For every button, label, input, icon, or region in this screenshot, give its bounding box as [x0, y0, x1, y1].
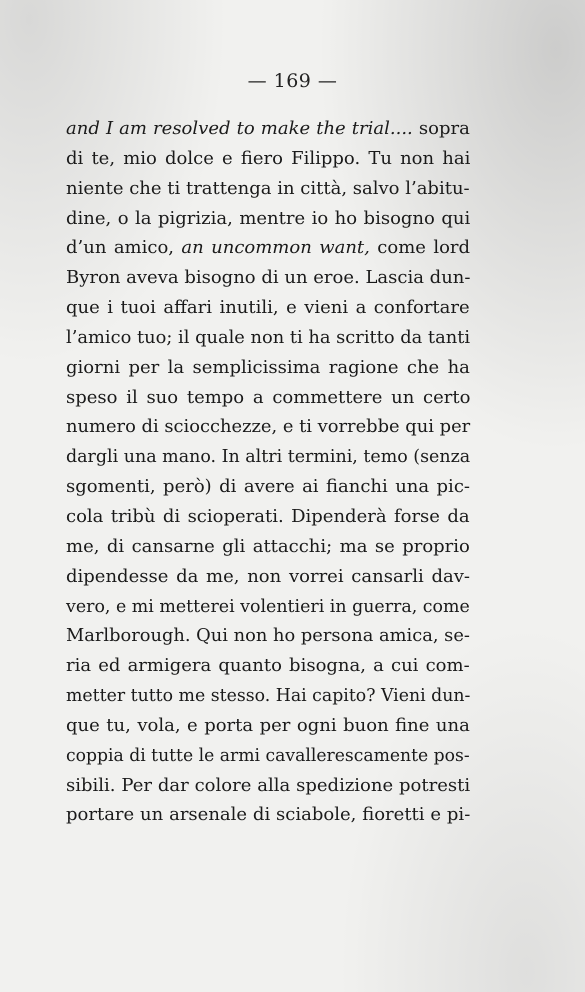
- text-line: [66, 621, 470, 651]
- body-text: [66, 114, 470, 830]
- italic-phrase: and I am resolved to make the trial....: [66, 118, 413, 139]
- text-segment: portare un arsenale di sciabole, fioretti e pi-: [66, 804, 471, 826]
- text-line: [66, 472, 470, 502]
- text-line: [66, 532, 470, 562]
- text-segment: que i tuoi affari inutili, e vieni a confortare: [66, 297, 470, 319]
- text-segment: sgomenti, però) di avere ai fianchi una pic-: [66, 476, 470, 498]
- text-line: [66, 592, 470, 622]
- text-segment: me, di cansarne gli attacchi; ma se proprio: [66, 535, 470, 557]
- text-segment: niente che ti trattenga in città, salvo l’abitu-: [66, 177, 470, 199]
- text-segment: ria ed armigera quanto bisogna, a cui com-: [66, 655, 470, 677]
- text-line: [66, 353, 470, 383]
- text-segment: Byron aveva bisogno di un eroe. Lascia dun-: [66, 267, 471, 289]
- text-line: [66, 323, 470, 353]
- text-segment: dine, o la pigrizia, mentre io ho bisogno qui: [66, 207, 471, 229]
- text-line: [66, 800, 470, 830]
- text-line: [66, 681, 470, 711]
- text-line: [66, 502, 470, 532]
- text-segment: speso il suo tempo a commettere un certo: [66, 386, 471, 408]
- text-segment: come lord: [369, 237, 471, 259]
- text-line: [66, 562, 470, 592]
- text-line: [66, 442, 470, 472]
- text-segment: l’amico tuo; il quale non ti ha scritto da tanti: [66, 326, 471, 348]
- text-line: [66, 233, 470, 263]
- text-segment: vero, e mi metterei volentieri in guerra, come: [66, 595, 470, 617]
- text-segment: sopra: [412, 118, 470, 139]
- text-line: [66, 651, 470, 681]
- text-segment: dipendesse da me, non vorrei cansarli dav-: [66, 565, 471, 587]
- text-line: [66, 114, 470, 144]
- text-line: [66, 293, 470, 323]
- text-segment: di te, mio dolce e fiero Filippo. Tu non hai: [66, 147, 471, 169]
- text-line: [66, 263, 470, 293]
- text-segment: numero di sciocchezze, e ti vorrebbe qui per: [66, 416, 471, 438]
- text-line: [66, 383, 470, 413]
- text-segment: metter tutto me stesso. Hai capito? Vieni dun-: [66, 685, 471, 707]
- text-line: [66, 174, 470, 204]
- text-segment: que tu, vola, e porta per ogni buon fine una: [66, 714, 470, 736]
- page-number: — 169 —: [247, 70, 338, 92]
- text-segment: cola tribù di scioperati. Dipenderà forse da: [66, 505, 470, 527]
- text-segment: giorni per la semplicissima ragione che ha: [66, 356, 470, 378]
- text-line: [66, 144, 470, 174]
- italic-phrase: an uncommon want,: [181, 237, 370, 259]
- text-line: [66, 204, 470, 234]
- text-line: [66, 711, 470, 741]
- text-line: [66, 412, 470, 442]
- text-segment: coppia di tutte le armi cavallerescamente pos-: [66, 744, 470, 766]
- text-line: [66, 771, 470, 801]
- text-line: [66, 741, 470, 771]
- text-segment: sibili. Per dar colore alla spedizione potresti: [66, 774, 471, 796]
- text-segment: dargli una mano. In altri termini, temo (senza: [66, 446, 471, 468]
- text-segment: d’un amico,: [66, 237, 182, 259]
- text-segment: Marlborough. Qui non ho persona amica, se-: [66, 625, 470, 647]
